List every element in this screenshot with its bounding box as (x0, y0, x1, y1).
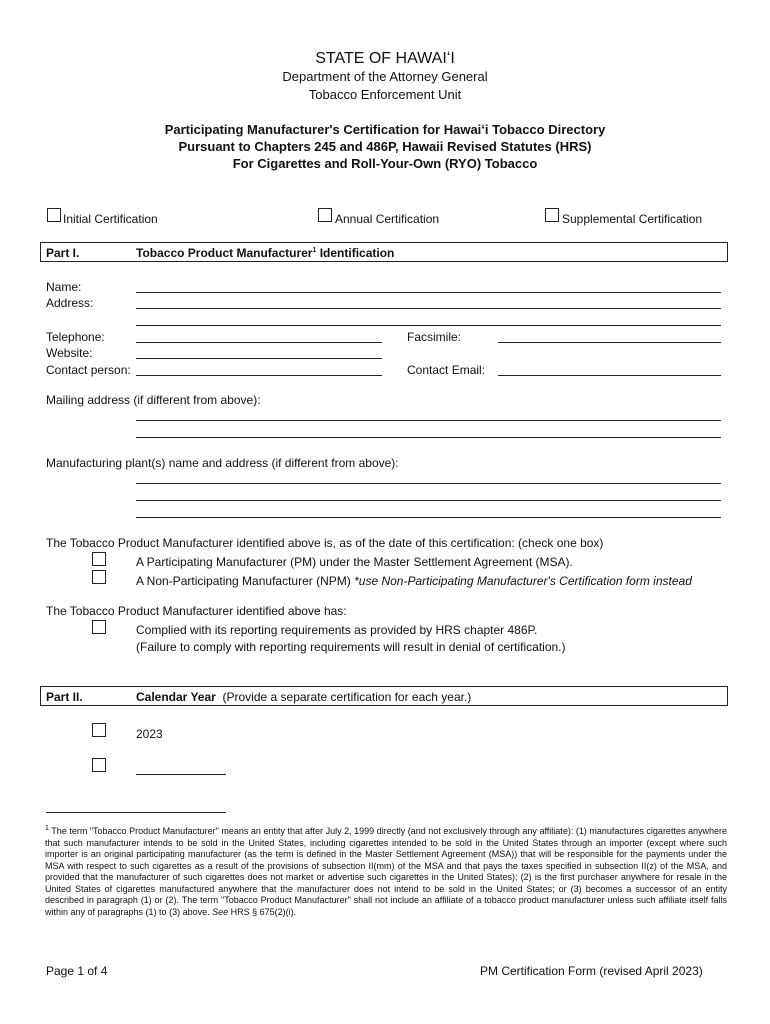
mailing-address-label: Mailing address (if different from above): (46, 393, 261, 407)
footnote-separator (46, 812, 226, 813)
unit-name: Tobacco Enforcement Unit (308, 87, 462, 102)
contact-person-label: Contact person: (46, 363, 131, 377)
npm-checkbox[interactable] (92, 570, 106, 584)
facsimile-label: Facsimile: (407, 330, 462, 344)
mailing-address-field-2[interactable] (136, 437, 721, 438)
has-intro: The Tobacco Product Manufacturer identified above has: (46, 604, 347, 618)
address-label: Address: (46, 296, 94, 310)
annual-certification-label: Annual Certification (335, 212, 440, 226)
website-field[interactable] (136, 358, 382, 359)
website-label: Website: (46, 346, 93, 360)
status-intro: The Tobacco Product Manufacturer identified above is, as of the date of this certification: (check one box) (46, 536, 604, 550)
part2-label: Part II. (46, 690, 83, 704)
state-title: STATE OF HAWAIʻI (315, 50, 455, 67)
contact-person-field[interactable] (136, 375, 382, 376)
address-field-2[interactable] (136, 325, 721, 326)
telephone-field[interactable] (136, 342, 382, 343)
name-field[interactable] (136, 292, 721, 293)
name-label: Name: (46, 280, 82, 294)
address-field-1[interactable] (136, 308, 721, 309)
part1-label: Part I. (46, 246, 80, 260)
facsimile-field[interactable] (498, 342, 721, 343)
contact-email-field[interactable] (498, 375, 721, 376)
form-title-line2: Pursuant to Chapters 245 and 486P, Hawaii Revised Statutes (HRS) (178, 139, 592, 154)
complied-checkbox[interactable] (92, 620, 106, 634)
plant-field-2[interactable] (136, 500, 721, 501)
plant-field-1[interactable] (136, 483, 721, 484)
supplemental-certification-label: Supplemental Certification (562, 212, 703, 226)
form-title-line3: For Cigarettes and Roll-Your-Own (RYO) Tobacco (232, 156, 538, 171)
initial-certification-label: Initial Certification (63, 212, 158, 226)
footnote: $^1$ The term "Tobacco Product Manufacturer" means an entity that after July 2, 1999 directly (and not exclusively through any affiliate): (1) manufactures cigarettes anywhere that such manufacturer intends to be sold in the United States, including cigarettes intended to be sold in the United States through an importer (except where such importer is an original participating manufacturer (as the term is defined in the Master Settlement Agreement (MSA)) that will be responsible for the payments under the MSA with respect to such cigarettes as a result of the provisions of subsection II(mm) of the MSA and that pays the taxes specified in subsection II(z) of the MSA, and provided that the manufacturer of such cigarettes does not market or advertise such cigarettes in the United States); (2) is the first purchaser anywhere for resale in the United States of cigarettes manufactured anywhere that the manufacturer does not intend to be sold in the United States; or (3) becomes a successor of an entity described in paragraph (1) or (2). The term "Tobacco Product Manufacturer" shall not include an affiliate of a tobacco product manufacturer unless such affiliate itself falls within any of paragraphs (1) to (3) above. See HRS § 675(2)(i). (45, 825, 728, 917)
initial-certification-checkbox[interactable] (47, 208, 61, 222)
part1-title: Tobacco Product Manufacturer$^1$ Identification (136, 246, 395, 260)
year-2023-checkbox[interactable] (92, 723, 106, 737)
plant-field-3[interactable] (136, 517, 721, 518)
npm-option-label: A Non-Participating Manufacturer (NPM) *use Non-Participating Manufacturer's Certification form instead (136, 574, 692, 588)
mailing-address-field-1[interactable] (136, 420, 721, 421)
part2-title: Calendar Year (Provide a separate certification for each year.) (136, 690, 472, 704)
form-revision: PM Certification Form (revised April 2023) (480, 964, 703, 978)
complied-label: Complied with its reporting requirements as provided by HRS chapter 486P. (136, 623, 538, 637)
other-year-checkbox[interactable] (92, 758, 106, 772)
plant-label: Manufacturing plant(s) name and address (if different from above): (46, 456, 399, 470)
contact-email-label: Contact Email: (407, 363, 486, 377)
annual-certification-checkbox[interactable] (318, 208, 332, 222)
year-2023-label: 2023 (136, 727, 163, 741)
pm-option-label: A Participating Manufacturer (PM) under the Master Settlement Agreement (MSA). (136, 555, 573, 569)
form-title-line1: Participating Manufacturer's Certification for Hawaiʻi Tobacco Directory (164, 122, 606, 137)
page-number: Page 1 of 4 (46, 964, 108, 978)
department-name: Department of the Attorney General (282, 69, 488, 84)
supplemental-certification-checkbox[interactable] (545, 208, 559, 222)
failure-note: (Failure to comply with reporting requirements will result in denial of certification.) (136, 640, 566, 654)
other-year-field[interactable] (136, 774, 226, 775)
pm-checkbox[interactable] (92, 552, 106, 566)
telephone-label: Telephone: (46, 330, 105, 344)
